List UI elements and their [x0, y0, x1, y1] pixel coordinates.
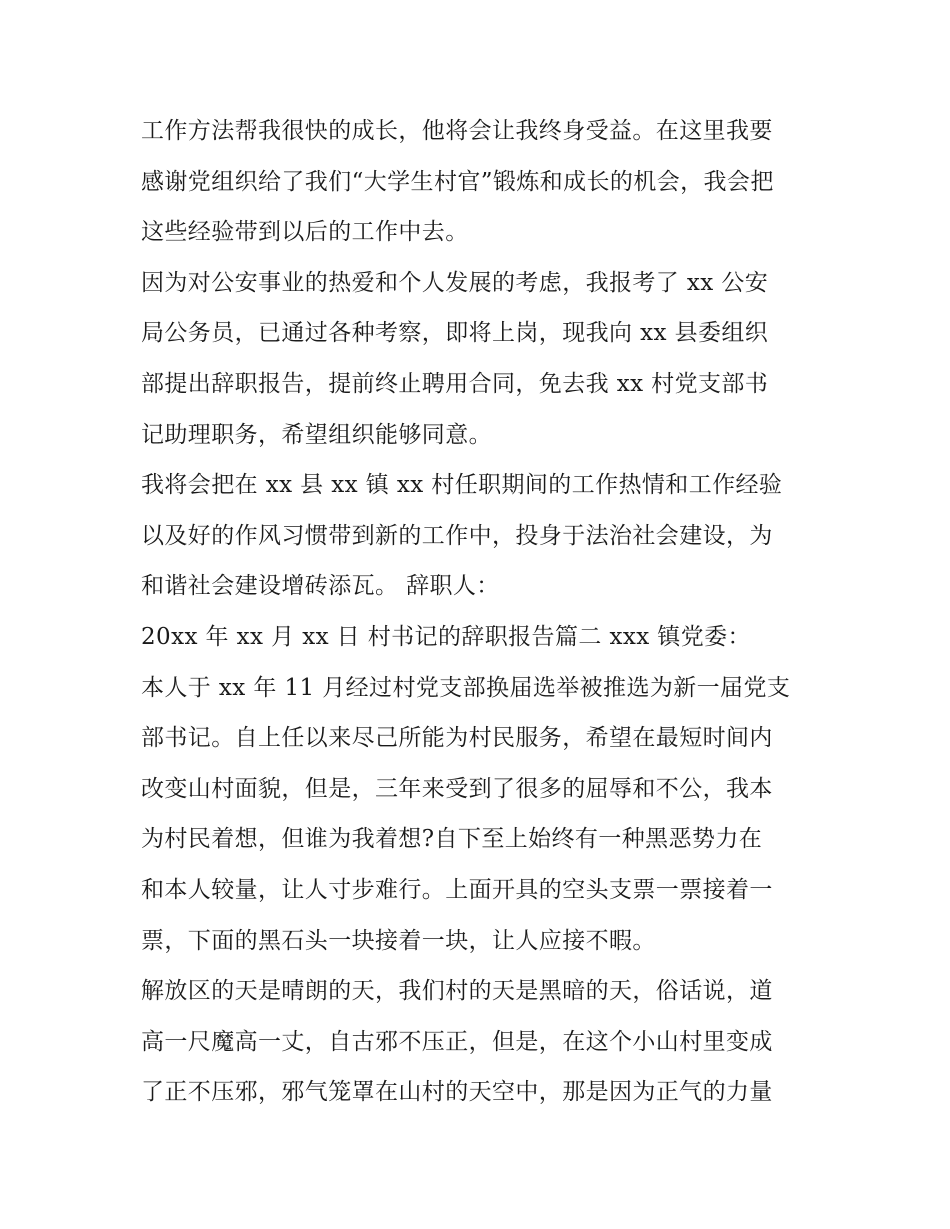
text-line: 这些经验带到以后的工作中去。	[141, 219, 469, 246]
text-line: 工作方法帮我很快的成长，他将会让我终身受益。在这里我要	[141, 118, 773, 144]
text-line: 我将会把在 xx 县 xx 镇 xx 村任职期间的工作热情和工作经验	[141, 472, 783, 499]
text-line: 以及好的作风习惯带到新的工作中，投身于法治社会建设，为	[141, 522, 773, 549]
text-line: 为村民着想，但谁为我着想?自下至上始终有一种黑恶势力在	[141, 826, 763, 853]
text-line: 和本人较量，让人寸步难行。上面开具的空头支票一票接着一	[141, 876, 773, 903]
text-line: 了正不压邪，邪气笼罩在山村的天空中，那是因为正气的力量	[141, 1079, 773, 1106]
text-line: 记助理职务，希望组织能够同意。	[141, 421, 492, 448]
text-line: 因为对公安事业的热爱和个人发展的考虑，我报考了 xx 公安	[141, 269, 769, 296]
text-line: 高一尺魔高一丈，自古邪不压正，但是，在这个小山村里变成	[141, 1028, 773, 1055]
text-line: 和谐社会建设增砖添瓦。 辞职人：	[141, 573, 500, 600]
text-line: 票，下面的黑石头一块接着一块，让人应接不暇。	[141, 927, 656, 954]
text-line: 解放区的天是晴朗的天，我们村的天是黑暗的天，俗话说，道	[141, 978, 773, 1005]
document-body	[141, 106, 821, 1118]
text-line: 局公务员，已通过各种考察，即将上岗，现我向 xx 县委组织	[141, 320, 769, 347]
text-line: 部提出辞职报告，提前终止聘用合同，免去我 xx 村党支部书	[141, 370, 769, 397]
text-line: 20xx 年 xx 月 xx 日 村书记的辞职报告篇二 xxx 镇党委：	[141, 623, 751, 650]
text-line: 感谢党组织给了我们“大学生村官”锻炼和成长的机会，我会把	[141, 168, 774, 195]
text-line: 改变山村面貌，但是，三年来受到了很多的屈辱和不公，我本	[141, 775, 773, 802]
text-line: 本人于 xx 年 11 月经过村党支部换届选举被推选为新一届党支	[141, 674, 791, 701]
text-line: 部书记。自上任以来尽己所能为村民服务，希望在最短时间内	[141, 725, 773, 752]
